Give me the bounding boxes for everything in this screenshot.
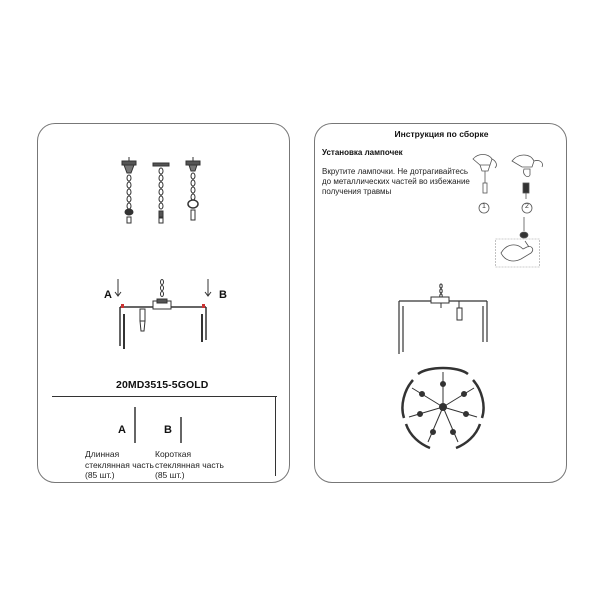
long-glass-part-icon bbox=[133, 407, 137, 443]
step-2-number: 2 bbox=[525, 203, 529, 210]
chandelier-top-view bbox=[398, 362, 488, 452]
assembled-chandelier-side-view bbox=[395, 284, 495, 356]
hand-bulb-detail-illustration bbox=[495, 217, 543, 269]
divider-vertical bbox=[275, 396, 276, 476]
part-b-letter: B bbox=[164, 424, 172, 436]
part-a-letter: A bbox=[118, 424, 126, 436]
model-number: 20MD3515-5GOLD bbox=[116, 379, 209, 391]
instruction-text: Вкрутите лампочки. Не дотрагивайтесь до металлических частей во избежание получения травмы bbox=[322, 167, 470, 196]
label-b: B bbox=[219, 289, 227, 301]
step-1-number: 1 bbox=[482, 203, 486, 210]
divider-horizontal bbox=[52, 396, 277, 397]
part-a-count: (85 шт.) bbox=[85, 470, 115, 480]
part-b-description: Короткая стеклянная часть bbox=[155, 449, 224, 470]
part-a-description: Длинная стеклянная часть bbox=[85, 449, 154, 470]
chandelier-side-diagram bbox=[114, 274, 214, 364]
part-b-count: (85 шт.) bbox=[155, 470, 185, 480]
label-a: A bbox=[104, 289, 112, 301]
ceiling-mount-chain-diagrams bbox=[108, 154, 228, 234]
left-page bbox=[37, 123, 290, 483]
right-page bbox=[314, 123, 567, 483]
short-glass-part-icon bbox=[179, 417, 183, 443]
section-subtitle: Установка лампочек bbox=[322, 148, 403, 157]
page-title: Инструкция по сборке bbox=[394, 129, 489, 139]
